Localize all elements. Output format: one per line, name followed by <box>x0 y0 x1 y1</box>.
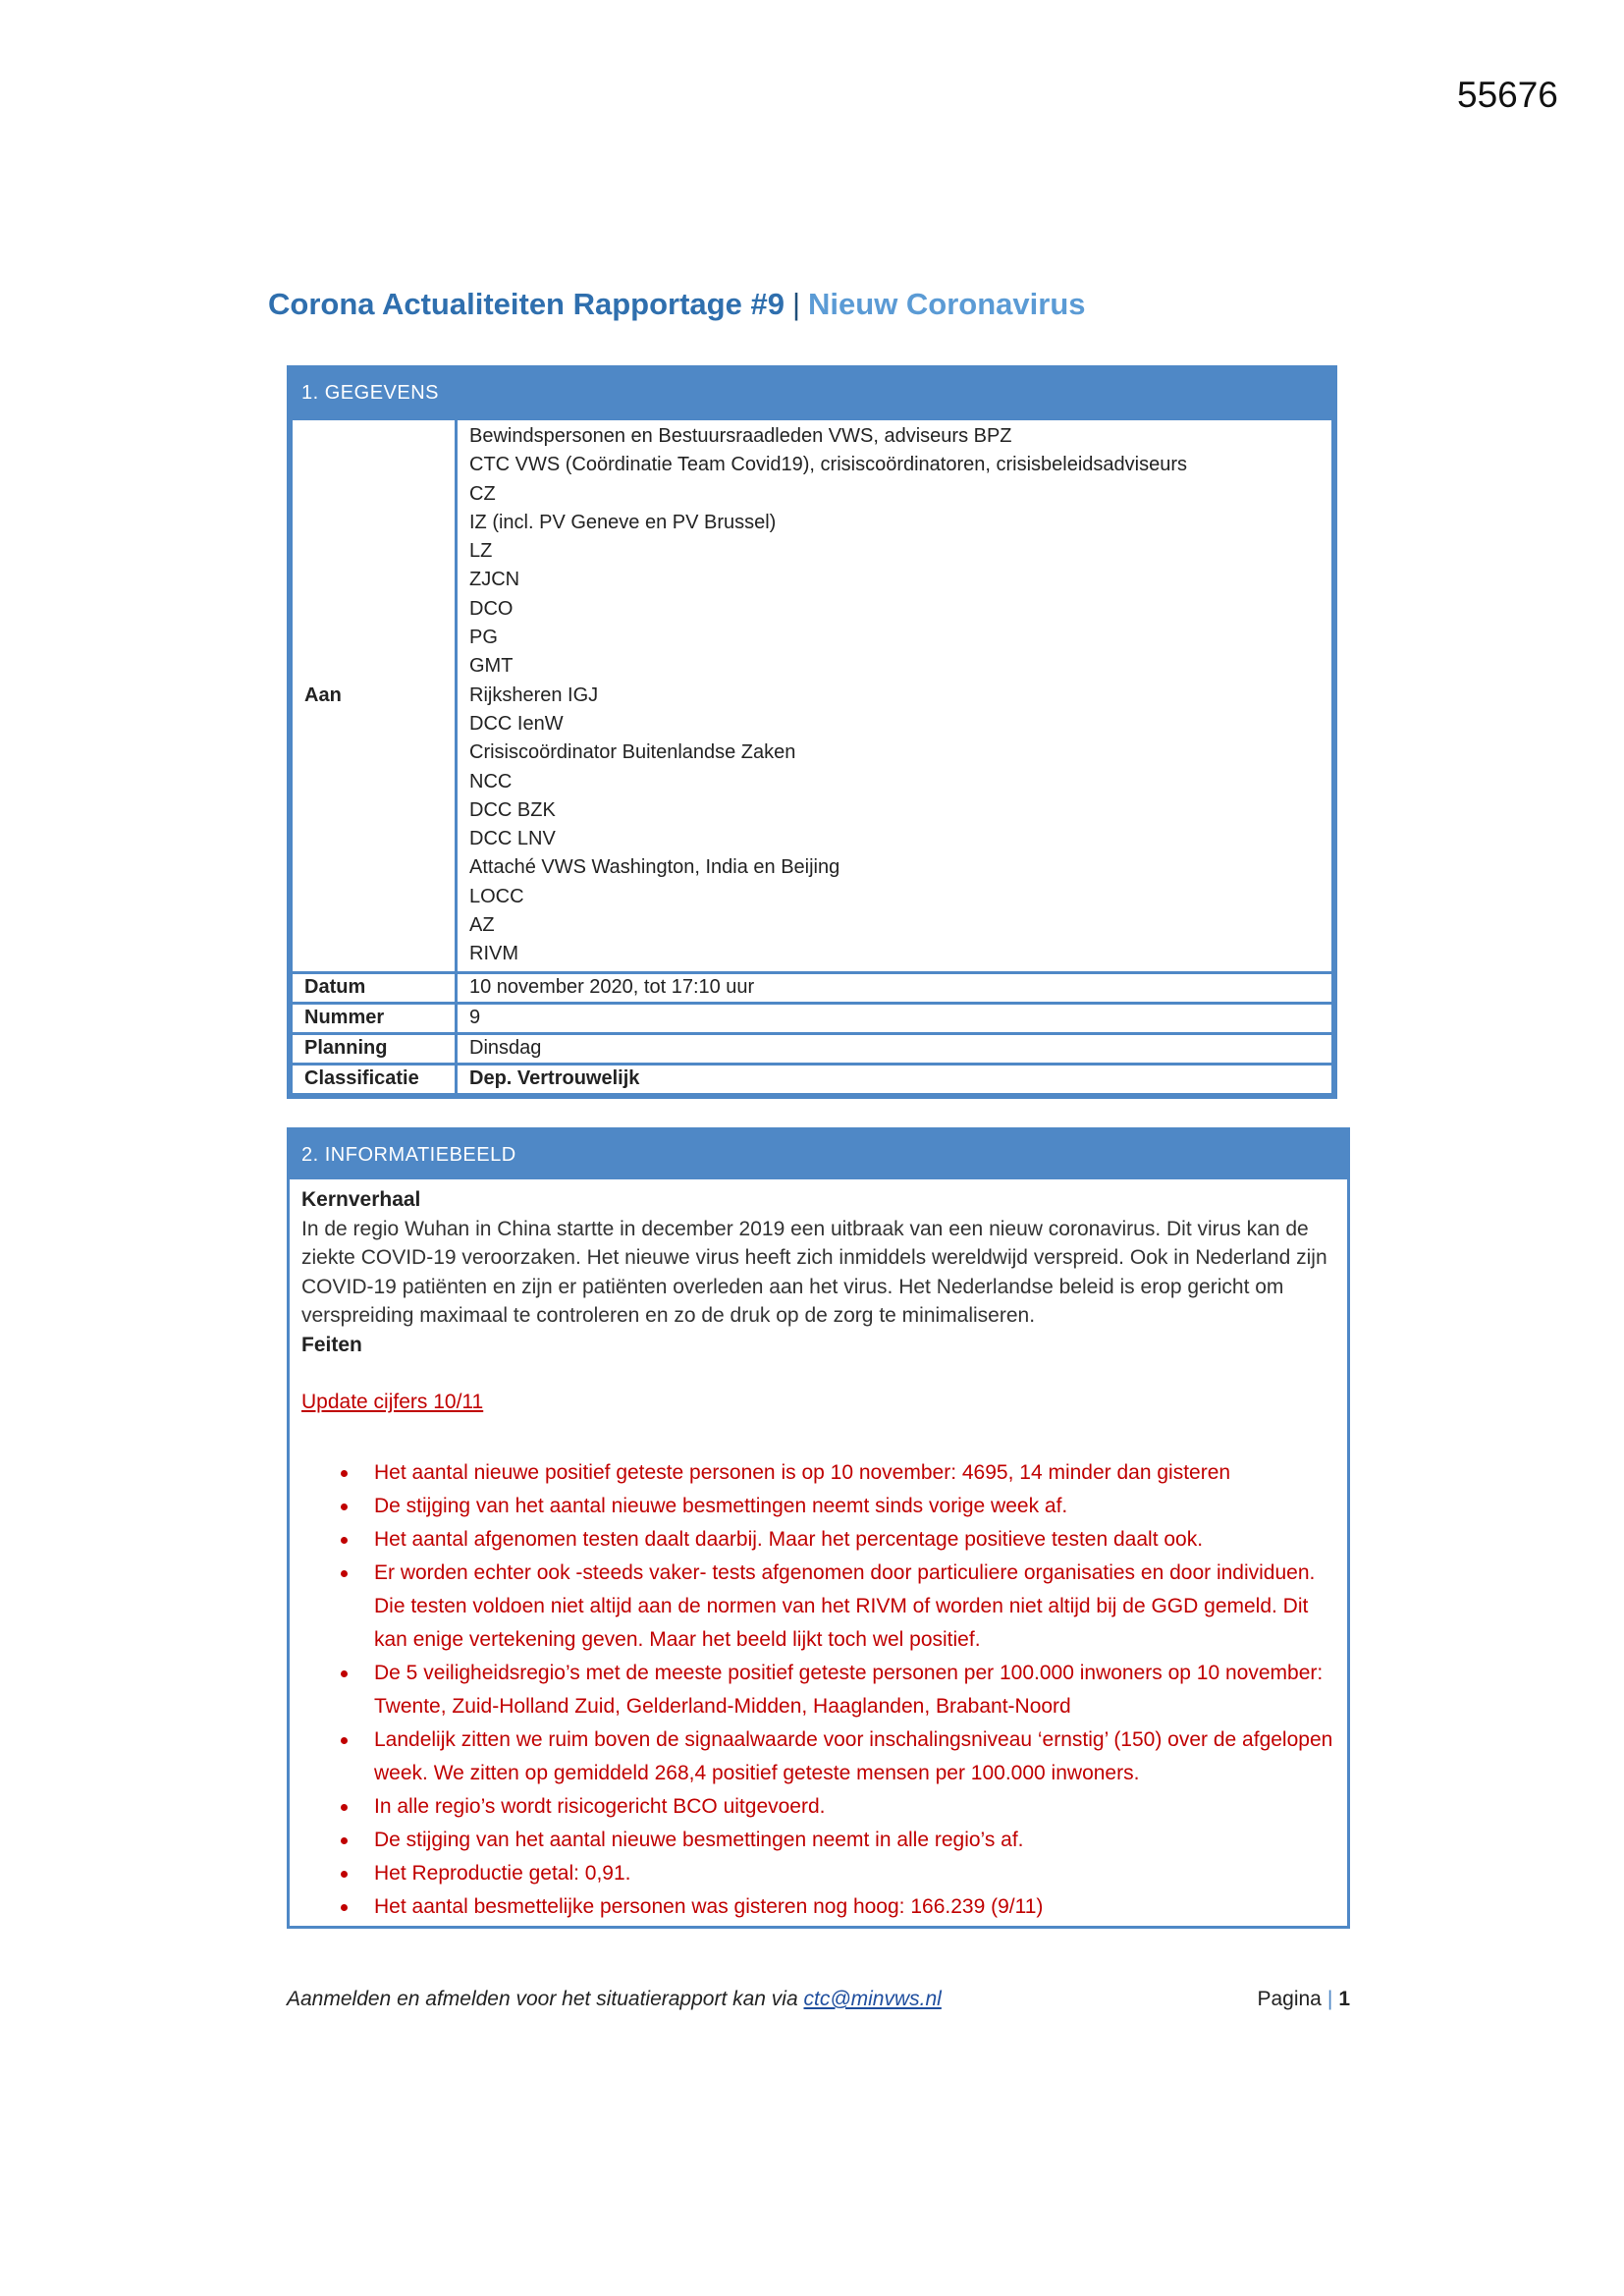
report-title-sub: Nieuw Coronavirus <box>808 287 1086 321</box>
bullet-icon <box>341 1804 348 1811</box>
list-item: IZ (incl. PV Geneve en PV Brussel) <box>469 511 777 533</box>
list-item: ZJCN <box>469 569 520 591</box>
list-item: PG <box>469 627 498 649</box>
kernverhaal-title: Kernverhaal <box>301 1188 421 1211</box>
report-title-main: Corona Actualiteiten Rapportage #9 <box>268 287 785 321</box>
fact-text: Landelijk zitten we ruim boven de signaalwaarde voor inschalingsniveau ‘ernstig’ (150) over de afgelopen week. We zitten op gemiddeld 268,4 positief geteste mensen per 100.000 inwoners. <box>374 1727 1333 1784</box>
list-item: GMT <box>469 655 514 678</box>
bullet-icon <box>341 1537 348 1544</box>
table-row <box>292 1064 1333 1094</box>
table-row-aan <box>292 419 1333 973</box>
fact-text: In alle regio’s wordt risicogericht BCO uitgevoerd. <box>374 1794 826 1818</box>
update-cijfers-link[interactable]: Update cijfers 10/11 <box>301 1391 484 1413</box>
list-item <box>301 1456 1335 1490</box>
fact-text: Het aantal nieuwe positief geteste personen is op 10 november: 4695, 14 minder dan gisteren <box>374 1460 1231 1484</box>
section-gegevens <box>287 365 1337 1099</box>
row-value: Dinsdag <box>457 1033 1333 1064</box>
list-item: DCC LNV <box>469 828 556 850</box>
report-title <box>268 287 1086 322</box>
fact-text: Het aantal afgenomen testen daalt daarbij. Maar het percentage positieve testen daalt ook. <box>374 1527 1204 1551</box>
bullet-icon <box>341 1737 348 1744</box>
list-item: RIVM <box>469 943 518 965</box>
list-item: Rijksheren IGJ <box>469 683 599 706</box>
bullet-icon <box>341 1670 348 1677</box>
aan-value-cell <box>457 419 1333 973</box>
list-item <box>301 1723 1335 1790</box>
bullet-icon <box>341 1904 348 1911</box>
aan-label: Aan <box>292 419 457 973</box>
list-item: Crisiscoördinator Buitenlandse Zaken <box>469 741 796 764</box>
fact-text: De 5 veiligheidsregio’s met de meeste positief geteste personen per 100.000 inwoners op 10 november: Twente, Zuid-Holland Zuid, Gelderland-Midden, Haaglanden, Brabant-Noord <box>374 1661 1324 1718</box>
footer-text: Aanmelden en afmelden voor het situatierapport kan via <box>287 1988 798 2010</box>
list-item <box>301 1523 1335 1557</box>
fact-text: De stijging van het aantal nieuwe besmettingen neemt sinds vorige week af. <box>374 1494 1068 1517</box>
row-value: 9 <box>457 1003 1333 1033</box>
row-label: Classificatie <box>292 1064 457 1094</box>
row-label: Planning <box>292 1033 457 1064</box>
list-item: Attaché VWS Washington, India en Beijing <box>469 856 840 879</box>
table-row <box>292 972 1333 1003</box>
list-item: DCC IenW <box>469 712 564 735</box>
kernverhaal-text: In de regio Wuhan in China startte in december 2019 een uitbraak van een nieuw coronavirus. Dit virus kan de ziekte COVID-19 veroorzaken. Het nieuwe virus heeft zich inmiddels wereldwijd verspreid. Ook in Nederland zijn COVID-19 patiënten en zijn er patiënten overleden aan het virus. Het Nederlandse beleid is erop gericht om verspreiding maximaal te controleren en zo de druk op de zorg te minimaliseren. <box>301 1217 1327 1327</box>
row-value: Dep. Vertrouwelijk <box>457 1064 1333 1094</box>
list-item <box>301 1890 1335 1924</box>
row-label: Datum <box>292 972 457 1003</box>
row-value: 10 november 2020, tot 17:10 uur <box>457 972 1333 1003</box>
report-title-separator: | <box>791 287 801 321</box>
list-item: LZ <box>469 540 493 563</box>
aan-recipient-list <box>469 420 1320 971</box>
section-informatiebeeld-heading: 2. INFORMATIEBEELD <box>290 1130 1347 1179</box>
footer-page-separator: | <box>1326 1988 1333 2010</box>
bullet-icon <box>341 1470 348 1477</box>
bullet-icon <box>341 1837 348 1844</box>
list-item: CTC VWS (Coördinatie Team Covid19), crisiscoördinatoren, crisisbeleidsadviseurs <box>469 454 1188 476</box>
list-item: LOCC <box>469 885 524 907</box>
footer-page-label: Pagina <box>1257 1988 1322 2010</box>
table-row <box>292 1033 1333 1064</box>
section-informatiebeeld <box>287 1127 1350 1929</box>
fact-text: De stijging van het aantal nieuwe besmettingen neemt in alle regio’s af. <box>374 1828 1024 1851</box>
footer-email-link[interactable]: ctc@minvws.nl <box>803 1988 942 2010</box>
row-label: Nummer <box>292 1003 457 1033</box>
fact-text: Het aantal besmettelijke personen was gisteren nog hoog: 166.239 (9/11) <box>374 1894 1044 1918</box>
list-item <box>301 1857 1335 1890</box>
bullet-icon <box>341 1570 348 1577</box>
facts-list <box>301 1456 1335 1924</box>
list-item: AZ <box>469 914 495 937</box>
feiten-title: Feiten <box>301 1333 362 1356</box>
list-item <box>301 1657 1335 1723</box>
list-item: DCC BZK <box>469 798 556 821</box>
list-item <box>301 1557 1335 1657</box>
list-item: CZ <box>469 482 496 505</box>
table-row <box>292 1003 1333 1033</box>
bullet-icon <box>341 1871 348 1878</box>
bullet-icon <box>341 1503 348 1510</box>
list-item: NCC <box>469 770 513 793</box>
list-item <box>301 1490 1335 1523</box>
gegevens-table <box>290 417 1334 1096</box>
list-item: DCO <box>469 597 514 620</box>
list-item: Bewindspersonen en Bestuursraadleden VWS, adviseurs BPZ <box>469 425 1012 447</box>
section-gegevens-heading: 1. GEGEVENS <box>290 368 1334 417</box>
fact-text: Het Reproductie getal: 0,91. <box>374 1861 631 1885</box>
document-id-number: 55676 <box>1457 75 1558 115</box>
footer-page-number: 1 <box>1338 1988 1350 2010</box>
fact-text: Er worden echter ook -steeds vaker- tests afgenomen door particuliere organisaties en door individuen. Die testen voldoen niet altijd aan de normen van het RIVM of worden niet altijd bij de GGD gemeld. Dit kan enige vertekening geven. Maar het beeld lijkt toch wel positief. <box>374 1560 1316 1651</box>
list-item <box>301 1790 1335 1824</box>
list-item <box>301 1824 1335 1857</box>
